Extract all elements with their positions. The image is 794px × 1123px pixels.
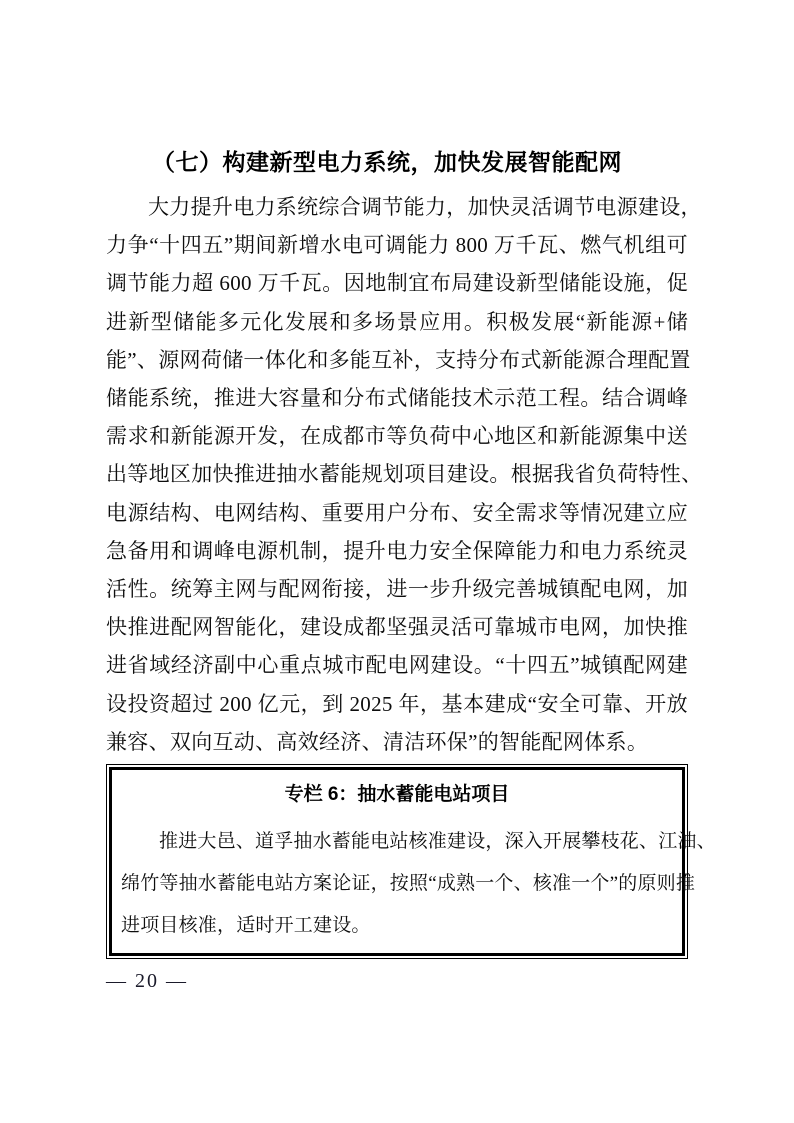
text-line: 进新型储能多元化发展和多场景应用。积极发展“新能源+储 — [106, 309, 688, 334]
callout-box — [106, 764, 716, 959]
text-line: 设投资超过 200 亿元，到 2025 年，基本建成“安全可靠、开放 — [106, 691, 688, 716]
text-line: 能”、源网荷储一体化和多能互补，支持分布式新能源合理配置 — [106, 347, 691, 372]
text-line: 力争“十四五”期间新增水电可调能力 800 万千瓦、燃气机组可 — [106, 233, 688, 258]
text-line: 推进大邑、道孚抽水蓄能电站核准建设，深入开展攀枝花、江油、 — [159, 831, 716, 853]
callout-title: 专栏 6：抽水蓄能电站项目 — [284, 784, 510, 806]
text-line: 出等地区加快推进抽水蓄能规划项目建设。根据我省负荷特性、 — [106, 462, 703, 487]
text-line: 大力提升电力系统综合调节能力，加快灵活调节电源建设， — [148, 195, 702, 219]
text-line: 急备用和调峰电源机制，提升电力安全保障能力和电力系统灵 — [106, 538, 688, 563]
page-number: — 20 — — [106, 970, 188, 992]
text-line: 快推进配网智能化，建设成都坚强灵活可靠城市电网，加快推 — [106, 615, 688, 640]
text-line: 活性。统筹主网与配网衔接，进一步升级完善城镇配电网，加 — [106, 577, 688, 602]
text-line: 兼容、双向互动、高效经济、清洁环保”的智能配网体系。 — [106, 729, 649, 754]
text-line: 进项目核准，适时开工建设。 — [121, 915, 371, 937]
text-line: 调节能力超 600 万千瓦。因地制宜布局建设新型储能设施，促 — [106, 271, 688, 296]
text-line: 电源结构、电网结构、重要用户分布、安全需求等情况建立应 — [106, 500, 688, 525]
page-content — [106, 146, 716, 959]
text-line: 需求和新能源开发，在成都市等负荷中心地区和新能源集中送 — [106, 424, 688, 449]
callout-box-inner — [109, 767, 716, 956]
text-line: 绵竹等抽水蓄能电站方案论证，按照“成熟一个、核准一个”的原则推 — [121, 873, 696, 895]
body-paragraph — [106, 188, 703, 761]
callout-body — [121, 821, 716, 947]
section-heading: （七）构建新型电力系统，加快发展智能配网 — [152, 149, 622, 175]
text-line: 进省域经济副中心重点城市配电网建设。“十四五”城镇配网建 — [106, 653, 688, 678]
text-line: 储能系统，推进大容量和分布式储能技术示范工程。结合调峰 — [106, 386, 688, 411]
